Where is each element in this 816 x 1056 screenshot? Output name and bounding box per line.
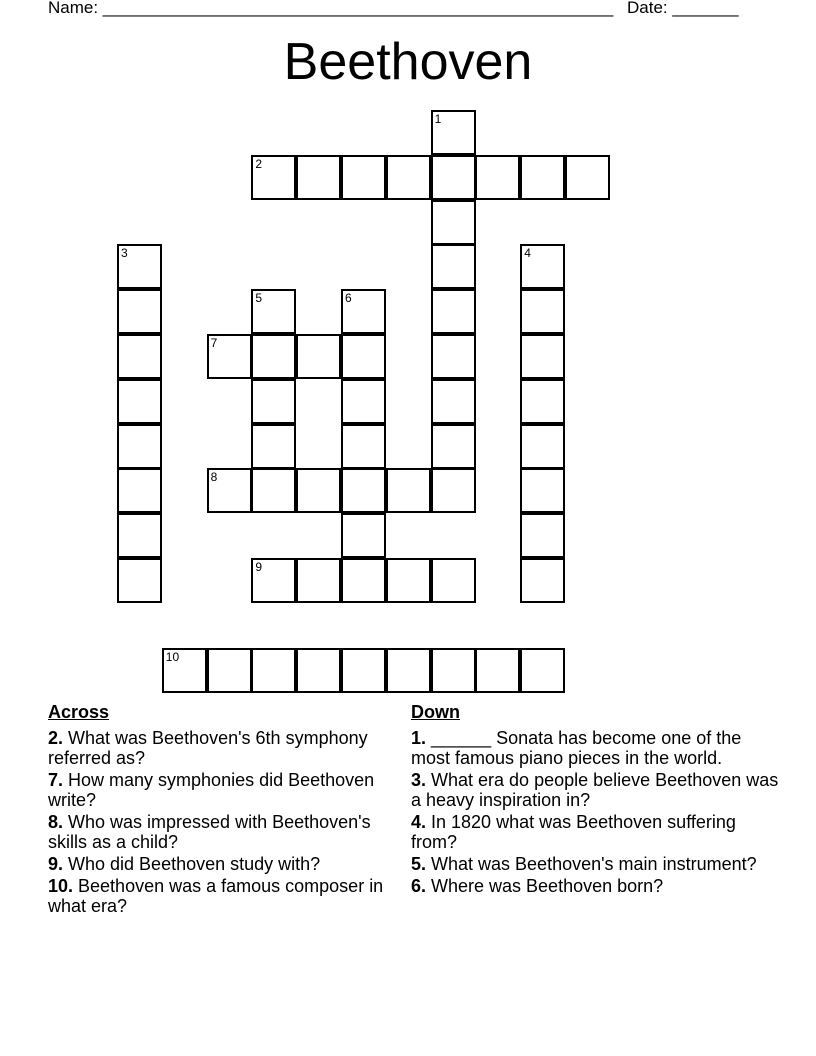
grid-cell[interactable] (341, 558, 386, 603)
grid-cell[interactable] (296, 334, 341, 379)
down-clue-list (411, 728, 781, 896)
grid-cell[interactable] (520, 558, 565, 603)
grid-cell[interactable] (251, 558, 296, 603)
grid-cell[interactable] (520, 289, 565, 334)
grid-cell[interactable] (117, 379, 162, 424)
down-clues (411, 702, 781, 898)
grid-cell[interactable] (251, 468, 296, 513)
clue-text: How many symphonies did Beethoven write? (48, 770, 375, 810)
grid-cell[interactable] (520, 468, 565, 513)
clue-number: 3. (411, 770, 427, 790)
clue-text: In 1820 what was Beethoven suffering from? (411, 812, 736, 852)
clue-text: What was Beethoven's main instrument? (426, 854, 757, 874)
grid-cell[interactable] (475, 648, 520, 693)
grid-cell[interactable] (431, 468, 476, 513)
grid-cell[interactable] (251, 379, 296, 424)
clue-number: 8. (48, 812, 64, 832)
grid-cell[interactable] (431, 379, 476, 424)
grid-cell[interactable] (520, 334, 565, 379)
grid-cell[interactable] (520, 379, 565, 424)
across-clues (48, 702, 408, 918)
grid-cell[interactable] (386, 648, 431, 693)
grid-cell[interactable] (341, 289, 386, 334)
grid-cell[interactable] (207, 648, 252, 693)
down-clue-1 (411, 728, 781, 768)
grid-cell[interactable] (296, 155, 341, 200)
grid-cell[interactable] (251, 289, 296, 334)
grid-cell[interactable] (341, 513, 386, 558)
date-field-line: Date: _______ (627, 0, 739, 17)
clue-number: 1. (411, 728, 427, 748)
cell-number: 5 (255, 291, 263, 306)
grid-cell[interactable] (386, 155, 431, 200)
grid-cell[interactable] (251, 424, 296, 469)
across-clue-9 (48, 854, 408, 874)
clue-number: 5. (411, 854, 427, 874)
grid-cell[interactable] (207, 334, 252, 379)
grid-cell[interactable] (341, 468, 386, 513)
grid-cell[interactable] (520, 244, 565, 289)
name-field-line: Name: ______________________________________________________ (48, 0, 614, 17)
cell-number: 10 (165, 649, 180, 664)
grid-cell[interactable] (341, 334, 386, 379)
clue-text: Who did Beethoven study with? (63, 854, 321, 874)
cell-number: 2 (255, 156, 263, 171)
down-clue-6 (411, 876, 781, 896)
grid-cell[interactable] (117, 558, 162, 603)
grid-cell[interactable] (162, 648, 207, 693)
across-clue-2 (48, 728, 408, 768)
grid-cell[interactable] (341, 648, 386, 693)
grid-cell[interactable] (341, 424, 386, 469)
grid-cell[interactable] (251, 648, 296, 693)
grid-cell[interactable] (341, 379, 386, 424)
down-heading: Down (411, 702, 460, 722)
grid-cell[interactable] (475, 155, 520, 200)
cell-number: 3 (121, 246, 128, 261)
grid-cell[interactable] (117, 468, 162, 513)
cell-number: 1 (434, 112, 442, 126)
clue-text: ______ Sonata has become one of the most famous piano pieces in the world. (411, 728, 742, 768)
down-clue-3 (411, 770, 781, 810)
clue-number: 2. (48, 728, 64, 748)
clue-number: 6. (411, 876, 427, 896)
grid-cell[interactable] (296, 558, 341, 603)
grid-cell[interactable] (520, 648, 565, 693)
grid-cell[interactable] (431, 558, 476, 603)
grid-cell[interactable] (386, 468, 431, 513)
grid-cell[interactable] (565, 155, 610, 200)
clue-text: Beethoven was a famous composer in what era? (48, 876, 384, 916)
cell-number: 4 (524, 246, 531, 261)
grid-cell[interactable] (207, 468, 252, 513)
grid-cell[interactable] (431, 110, 476, 155)
clue-text: What era do people believe Beethoven was a heavy inspiration in? (411, 770, 779, 810)
grid-cell[interactable] (251, 155, 296, 200)
cell-number: 7 (210, 336, 218, 350)
grid-cell[interactable] (431, 648, 476, 693)
grid-cell[interactable] (296, 648, 341, 693)
across-heading: Across (48, 702, 110, 722)
clue-number: 10. (48, 876, 74, 896)
across-clue-8 (48, 812, 408, 852)
grid-cell[interactable] (117, 244, 162, 289)
grid-cell[interactable] (296, 468, 341, 513)
grid-cell[interactable] (520, 424, 565, 469)
grid-cell[interactable] (431, 334, 476, 379)
grid-cell[interactable] (431, 289, 476, 334)
cell-number: 6 (345, 291, 352, 306)
grid-cell[interactable] (520, 155, 565, 200)
grid-cell[interactable] (386, 558, 431, 603)
clue-number: 4. (411, 812, 427, 832)
grid-cell[interactable] (431, 424, 476, 469)
grid-cell[interactable] (117, 289, 162, 334)
grid-cell[interactable] (251, 334, 296, 379)
across-clue-list (48, 728, 408, 916)
across-clue-10 (48, 876, 408, 916)
grid-cell[interactable] (431, 155, 476, 200)
grid-cell[interactable] (520, 513, 565, 558)
down-clue-4 (411, 812, 781, 852)
cell-number: 8 (210, 470, 218, 485)
clue-text: Where was Beethoven born? (426, 876, 664, 896)
clue-number: 9. (48, 854, 64, 874)
grid-cell[interactable] (117, 424, 162, 469)
grid-cell[interactable] (117, 334, 162, 379)
across-clue-7 (48, 770, 408, 810)
clue-text: Who was impressed with Beethoven's skills as a child? (48, 812, 371, 852)
grid-cell[interactable] (431, 244, 476, 289)
clue-number: 7. (48, 770, 64, 790)
grid-cell[interactable] (431, 200, 476, 245)
cell-number: 9 (255, 560, 263, 574)
down-clue-5 (411, 854, 781, 874)
grid-cell[interactable] (341, 155, 386, 200)
page-title: Beethoven (283, 33, 533, 91)
grid-cell[interactable] (117, 513, 162, 558)
clue-text: What was Beethoven's 6th symphony referred as? (48, 728, 368, 768)
